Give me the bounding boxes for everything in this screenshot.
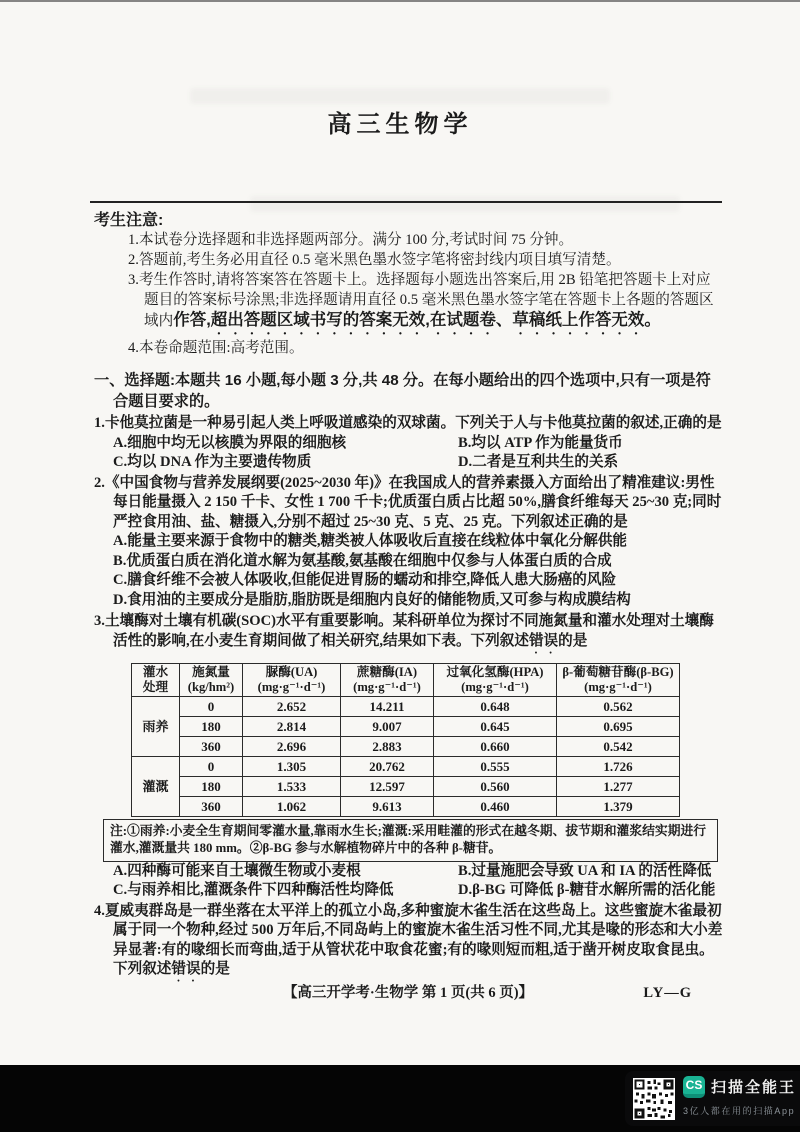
table-row	[132, 756, 680, 776]
question-1-option-d: D.二者是互利共生的关系	[458, 453, 619, 470]
notice-item-1: 1.本试卷分选择题和非选择题两部分。满分 100 分,考试时间 75 分钟。	[128, 232, 574, 248]
table-cell: 0.660	[434, 736, 557, 756]
table-note: 注:①雨养:小麦全生育期间零灌水量,靠雨水生长;灌溉:采用畦灌的形式在越冬期、拔节期和灌浆结实期进行灌水,灌溉量共 180 mm。②β-BG 参与水解植物碎片中的各种 β-糖苷。	[103, 819, 718, 862]
scanner-app-tagline: 3亿人都在用的扫描App	[683, 1106, 796, 1116]
scan-bottom-black-bar	[0, 1065, 800, 1132]
notice-item-3-bold-emphasized: 超出答题区域书写的答案无效,在试题卷、草稿纸上作答无效。	[210, 311, 661, 329]
table-cell: 360	[180, 796, 243, 816]
table-cell: 360	[180, 736, 243, 756]
question-4-stem-tail: 的是	[200, 961, 230, 977]
group-label-irrigated: 灌溉	[132, 756, 180, 816]
question-4-stem-text: 4.夏威夷群岛是一群坐落在太平洋上的孤立小岛,多种蜜旋木雀生活在这些岛上。这些蜜旋木雀最初属于同一个物种,经过 500 万年后,不同岛屿上的蜜旋木雀生活习性不同,尤其是喙的形态和大小差异显著:有的喙细长而弯曲,适于从管状花中取食花蜜;有的喙则短而粗,适于凿开树皮取食昆虫。下列叙述	[94, 902, 723, 977]
col-header-nitrogen: 施氮量 (kg/hm²)	[180, 663, 243, 696]
table-cell: 0.695	[557, 716, 680, 736]
qr-code-icon	[633, 1078, 675, 1120]
page-title: 高三生物学	[327, 112, 473, 138]
table-cell: 0	[180, 756, 243, 776]
table-cell: 2.814	[243, 716, 341, 736]
question-3-options-row-2	[94, 881, 724, 900]
table-cell: 180	[180, 776, 243, 796]
question-3-stem-emphasis: 错误	[528, 632, 559, 649]
question-2-option-a: A.能量主要来源于食物中的糖类,糖类被人体吸收后直接在线粒体中氧化分解供能	[113, 533, 628, 549]
table-cell: 0.460	[434, 796, 557, 816]
table-cell: 1.062	[243, 796, 341, 816]
question-3-option-c: C.与雨养相比,灌溉条件下四种酶活性均降低	[113, 881, 394, 898]
table-cell: 1.305	[243, 756, 341, 776]
table-cell: 9.613	[341, 796, 434, 816]
notice-item-3	[94, 270, 724, 338]
table-header-row	[132, 663, 680, 696]
question-3-option-d: D.β-BG 可降低 β-糖苷水解所需的活化能	[458, 881, 716, 898]
question-3-options-row-1	[94, 862, 724, 881]
notice-heading: 考生注意:	[94, 212, 164, 229]
paper-code: LY—G	[643, 985, 692, 1001]
table-row	[132, 796, 680, 816]
question-2-option-d: D.食用油的主要成分是脂肪,脂肪既是细胞内良好的储能物质,又可参与构成膜结构	[113, 591, 631, 608]
scan-artifact-top-edge	[0, 0, 800, 2]
col-header-irrigation: 灌水 处理	[132, 663, 180, 696]
table-cell: 0.542	[557, 736, 680, 756]
table-cell: 0.648	[434, 696, 557, 716]
notice-item-3-bold-lead: 作答,	[173, 311, 211, 329]
question-1-option-b: B.均以 ATP 作为能量货币	[458, 434, 623, 451]
notice-item-3-text: 3.考生作答时,请将答案答在答题卡上。选择题每小题选出答案后,用 2B 铅笔把答题卡上对应题目的答案标号涂黑;非选择题请用直径 0.5 毫米黑色墨水签字笔在答题卡上各题的答题区域内	[128, 272, 714, 329]
question-1-stem: 1.卡他莫拉菌是一种易引起人类上呼吸道感染的双球菌。下列关于人与卡他莫拉菌的叙述,正确的是	[94, 415, 722, 431]
scan-artifact-ghost	[250, 196, 680, 212]
question-1-option-a: A.细胞中均无以核膜为界限的细胞核	[113, 434, 347, 451]
question-3-option-b: B.过量施肥会导致 UA 和 IA 的活性降低	[458, 862, 712, 879]
table-cell: 12.597	[341, 776, 434, 796]
table-row	[132, 716, 680, 736]
table-cell: 14.211	[341, 696, 434, 716]
scanner-app-badge	[625, 1071, 800, 1126]
table-cell: 1.277	[557, 776, 680, 796]
col-header-catalase: 过氧化氢酶(HPA) (mg·g⁻¹·d⁻¹)	[434, 663, 557, 696]
table-cell: 0.560	[434, 776, 557, 796]
col-header-glucosidase: β-葡萄糖苷酶(β-BG) (mg·g⁻¹·d⁻¹)	[557, 663, 680, 696]
table-cell: 9.007	[341, 716, 434, 736]
table-cell: 0.555	[434, 756, 557, 776]
table-cell: 2.883	[341, 736, 434, 756]
question-1-option-c: C.均以 DNA 作为主要遗传物质	[113, 453, 312, 470]
table-cell: 0.562	[557, 696, 680, 716]
table-cell: 0.645	[434, 716, 557, 736]
group-label-rainfed: 雨养	[132, 696, 180, 756]
question-2-stem: 2.《中国食物与营养发展纲要(2025~2030 年)》在我国成人的营养素摄入方面给出了精准建议:男性每日能量摄入 2 150 千卡、女性 1 700 千卡;优质蛋白质占比超 50%,膳食纤维每天 25~30 克;同时严控食用油、盐、糖摄入,分别不超过 25~30 克、5 克、25 克。下列叙述正确的是	[94, 474, 722, 530]
table-cell: 1.379	[557, 796, 680, 816]
table-cell: 20.762	[341, 756, 434, 776]
question-4-stem-emphasis: 错误	[171, 961, 201, 977]
table-cell: 2.696	[243, 736, 341, 756]
question-2-option-b: B.优质蛋白质在消化道水解为氨基酸,氨基酸在细胞中仅参与人体蛋白质的合成	[113, 552, 612, 569]
page-footer: 【高三开学考·生物学 第 1 页(共 6 页)】	[282, 985, 534, 1001]
question-3-stem-text: 3.土壤酶对土壤有机碳(SOC)水平有重要影响。某科研单位为探讨不同施氮量和灌水处理对土壤酶活性的影响,在小麦生育期间做了相关研究,结果如下表。下列叙述	[94, 613, 714, 649]
scanner-app-name: 扫描全能王	[711, 1078, 797, 1096]
section-heading-multiple-choice: 一、选择题:本题共 16 小题,每小题 3 分,共 48 分。在每小题给出的四个选项中,只有一项是符合题目要求的。	[94, 372, 711, 410]
table-cell: 1.533	[243, 776, 341, 796]
question-1-options-row-1	[94, 434, 724, 453]
enzyme-activity-table	[131, 663, 680, 817]
table-cell: 0	[180, 696, 243, 716]
table-cell: 180	[180, 716, 243, 736]
question-4-stem	[94, 902, 724, 986]
badge-text-column	[683, 1076, 796, 1121]
question-3-option-a: A.四种酶可能来自土壤微生物或小麦根	[113, 862, 361, 879]
col-header-invertase: 蔗糖酶(IA) (mg·g⁻¹·d⁻¹)	[341, 663, 434, 696]
question-3-stem-tail: 的是	[558, 632, 588, 649]
cs-logo: CS	[683, 1076, 705, 1098]
notice-item-2: 2.答题前,考生务必用直径 0.5 毫米黑色墨水签字笔将密封线内项目填写清楚。	[128, 252, 621, 268]
notice-item-4: 4.本卷命题范围:高考范围。	[128, 340, 304, 356]
question-3-stem	[94, 612, 724, 657]
exam-body	[94, 211, 724, 985]
table-cell: 2.652	[243, 696, 341, 716]
table-row	[132, 776, 680, 796]
scan-artifact-ghost	[190, 88, 610, 104]
table-cell: 1.726	[557, 756, 680, 776]
table-row	[132, 736, 680, 756]
col-header-urease: 脲酶(UA) (mg·g⁻¹·d⁻¹)	[243, 663, 341, 696]
question-2-option-c: C.膳食纤维不会被人体吸收,但能促进胃肠的蠕动和排空,降低人患大肠癌的风险	[113, 572, 617, 588]
table-row	[132, 696, 680, 716]
question-1-options-row-2	[94, 453, 724, 472]
